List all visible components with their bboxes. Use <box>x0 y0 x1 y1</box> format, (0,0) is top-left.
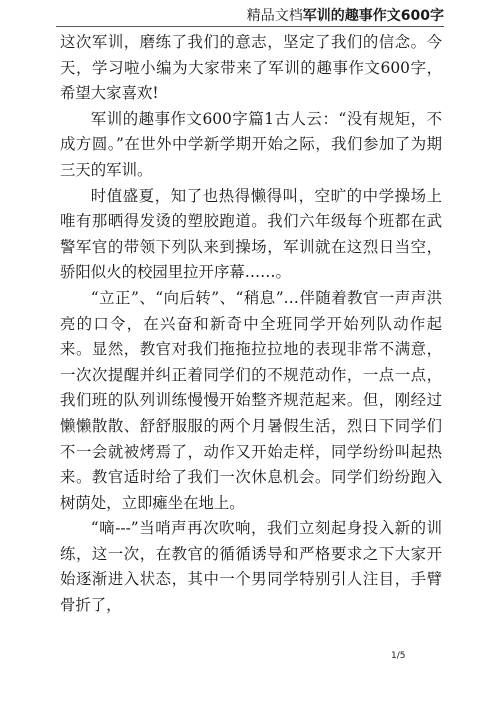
document-body <box>60 30 442 619</box>
paragraph-1: 军训的趣事作文600字篇1古人云：“没有规矩，不成方圆。”在世外中学新学期开始之际，我们参加了为期三天的军训。 <box>60 109 442 179</box>
header-text <box>247 5 444 25</box>
document-title: 军训的趣事作文600字 <box>302 8 444 24</box>
paragraph-2: 时值盛夏，知了也热得懒得叫，空旷的中学操场上唯有那晒得发烫的塑胶跑道。我们六年级每个班都在武警军官的带领下列队来到操场，军训就在这烈日当空，骄阳似火的校园里拉开序幕……。 <box>60 186 442 282</box>
paragraph-3: “立正”、“向后转”、“稍息”…伴随着教官一声声洪亮的口令，在兴奋和新奇中全班同学开始列队动作起来。显然，教官对我们拖拖拉拉地的表现非常不满意，一次次提醒并纠正着同学们的不规范动作，一点一点，我们班的队列训练慢慢开始整齐规范起来。但，刚经过懒懒散散、舒舒服服的两个月暑假生活，烈日下同学们不一会就被烤焉了，动作又开始走样，同学纷纷叫起热来。教官适时给了我们一次休息机会。同学们纷纷跑入树荫处，立即瘫坐在地上。 <box>60 288 442 512</box>
page-number: 1/5 <box>391 651 406 661</box>
paragraph-intro: 这次军训，磨练了我们的意志，坚定了我们的信念。今天，学习啦小编为大家带来了军训的趣事作文600字，希望大家喜欢! <box>60 33 442 103</box>
page-header <box>0 0 500 28</box>
header-prefix: 精品文档 <box>246 8 303 24</box>
header-rule <box>56 26 444 27</box>
paragraph-4: “嘀---”当哨声再次吹响，我们立刻起身投入新的训练，这一次，在教官的循循诱导和严格要求之下大家开始逐渐进入状态，其中一个男同学特别引人注目，手臂骨折了， <box>60 519 442 615</box>
